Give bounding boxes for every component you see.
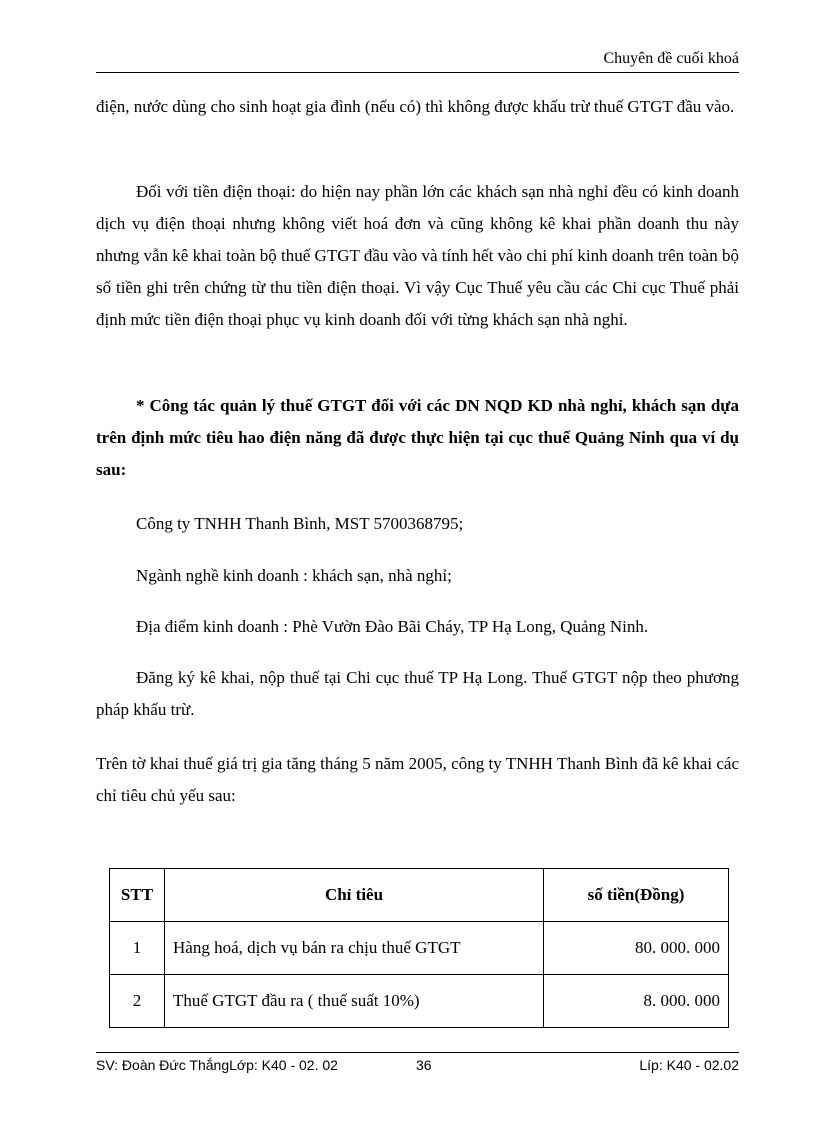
header-amount: số tiền(Đồng) xyxy=(544,869,729,922)
table-row xyxy=(110,922,729,975)
row-stt: 1 xyxy=(110,922,165,975)
paragraph-phone-costs: Đối với tiền điện thoại: do hiện nay phần lớn các khách sạn nhà nghỉ đều có kinh doanh dịch vụ điện thoại nhưng không viết hoá đơn và cũng không kê khai phần doanh thu này nhưng vẫn kê khai toàn bộ thuế GTGT đầu vào và tính hết vào chi phí kinh doanh trên toàn bộ số tiền ghi trên chứng từ thu tiền điện thoại. Vì vậy Cục Thuế yêu cầu các Chi cục Thuế phải định mức tiền điện thoại phục vụ kinh doanh đối với từng khách sạn nhà nghỉ. xyxy=(96,182,739,329)
page-header xyxy=(96,50,739,73)
page-footer xyxy=(96,1052,739,1077)
table-header-row xyxy=(110,869,729,922)
header-label: Chỉ tiêu xyxy=(165,869,544,922)
paragraph-1: điện, nước dùng cho sinh hoạt gia đình (nếu có) thì không được khấu trừ thuế GTGT đầu vào. xyxy=(96,97,735,116)
tax-declaration-table xyxy=(109,868,729,1028)
footer-class: Líp: K40 - 02.02 xyxy=(639,1057,739,1073)
page-number: 36 xyxy=(416,1057,432,1073)
header-stt: STT xyxy=(110,869,165,922)
row-stt: 2 xyxy=(110,975,165,1028)
header-title: Chuyên đề cuối khoá xyxy=(603,50,739,67)
row-amount: 80. 000. 000 xyxy=(544,922,729,975)
business-line: Ngành nghề kinh doanh : khách sạn, nhà nghỉ; xyxy=(136,566,452,585)
table-row xyxy=(110,975,729,1028)
business-address: Địa điểm kinh doanh : Phè Vườn Đào Bãi Cháy, TP Hạ Long, Quảng Ninh. xyxy=(136,617,649,636)
tax-registration: Đăng ký kê khai, nộp thuế tại Chi cục thuế TP Hạ Long. Thuế GTGT nộp theo phương pháp khấu trừ. xyxy=(96,668,739,719)
footer-student: SV: Đoàn Đức ThắngLớp: K40 - 02. 02 xyxy=(96,1057,338,1073)
section-heading: * Công tác quản lý thuế GTGT đối với các DN NQD KD nhà nghỉ, khách sạn dựa trên định mức tiêu hao điện năng đã được thực hiện tại cục thuế Quảng Ninh qua ví dụ sau: xyxy=(96,396,739,479)
company-name: Công ty TNHH Thanh Bình, MST 5700368795; xyxy=(136,514,464,533)
row-label: Hàng hoá, dịch vụ bán ra chịu thuế GTGT xyxy=(165,922,544,975)
declaration-intro: Trên tờ khai thuế giá trị gia tăng tháng 5 năm 2005, công ty TNHH Thanh Bình đã kê khai các chỉ tiêu chủ yếu sau: xyxy=(96,754,739,805)
row-label: Thuế GTGT đầu ra ( thuế suất 10%) xyxy=(165,975,544,1028)
row-amount: 8. 000. 000 xyxy=(544,975,729,1028)
